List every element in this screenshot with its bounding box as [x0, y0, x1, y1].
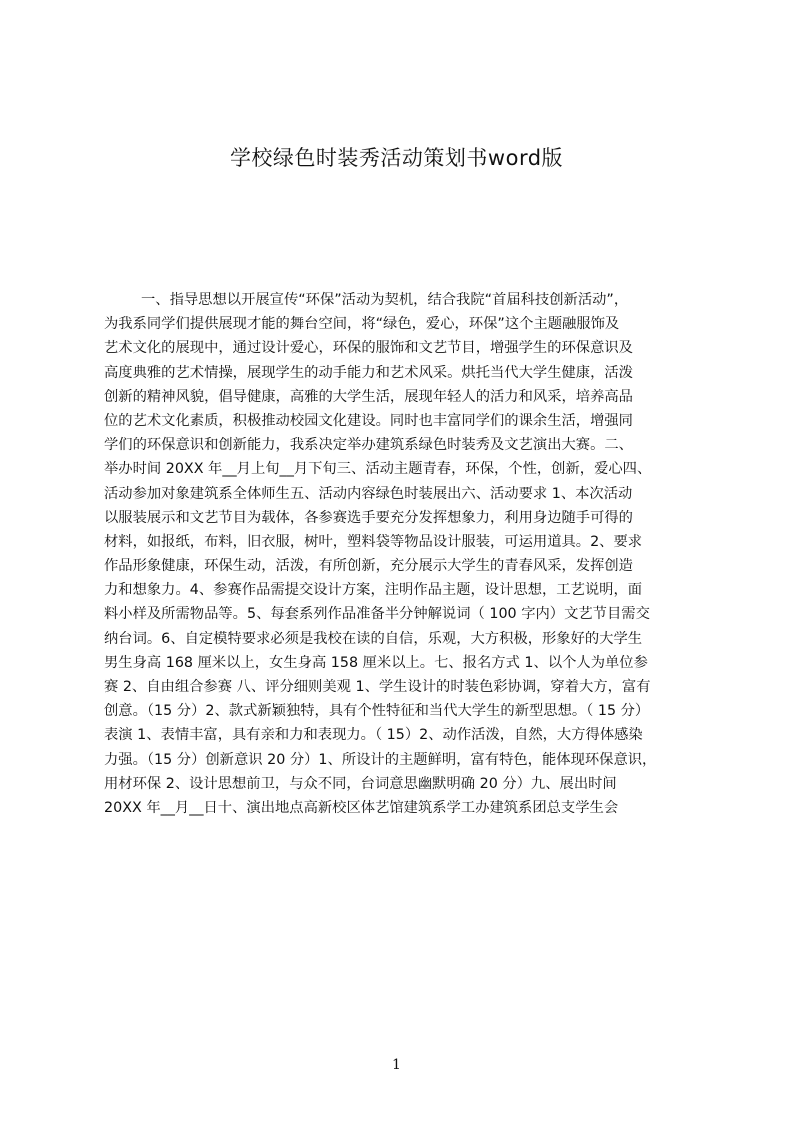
body-line: 表演 1、表情丰富，具有亲和力和表现力。（ 15）2、动作活泼，自然，大方得体感染 — [104, 727, 643, 744]
body-line: 为我系同学们提供展现才能的舞台空间，将“绿色，爱心，环保”这个主题融服饰及 — [104, 316, 620, 333]
body-line: 创意。（15 分）2、款式新颖独特，具有个性特征和当代大学生的新型思想。（ 15 分） — [104, 703, 650, 720]
body-line: 作品形象健康，环保生动，活泼，有所创新，充分展示大学生的青春风采，发挥创造 — [104, 558, 633, 575]
body-line: 举办时间 20XX 年__月上旬__月下旬三、活动主题青春，环保，个性，创新，爱心四、 — [104, 461, 652, 478]
body-line: 用材环保 2、设计思想前卫，与众不同，台词意思幽默明确 20 分）九、展出时间 — [104, 775, 617, 792]
body-line: 艺术文化的展现中，通过设计爱心，环保的服饰和文艺节目，增强学生的环保意识及 — [104, 340, 633, 357]
body-line: 力强。（15 分）创新意识 20 分）1、所设计的主题鲜明，富有特色，能体现环保意识， — [104, 751, 657, 768]
body-line: 学们的环保意识和创新能力，我系决定举办建筑系绿色时装秀及文艺演出大赛。二、 — [104, 437, 633, 454]
body-line: 20XX 年__月__日十、演出地点高新校区体艺馆建筑系学工办建筑系团总支学生会 — [104, 799, 619, 816]
body-line: 力和想象力。4、参赛作品需提交设计方案，注明作品主题，设计思想，工艺说明，面 — [104, 582, 643, 599]
body-line: 一、指导思想以开展宣传“环保”活动为契机，结合我院“首届科技创新活动”， — [141, 292, 629, 308]
document-body — [104, 288, 696, 820]
body-line: 赛 2、自由组合参赛 八、评分细则美观 1、学生设计的时装色彩协调，穿着大方，富有 — [104, 679, 651, 695]
body-line: 创新的精神风貌，倡导健康，高雅的大学生活，展现年轻人的活力和风采，培养高品 — [104, 388, 633, 405]
body-line: 位的艺术文化素质，积极推动校园文化建设。同时也丰富同学们的课余生活，增强同 — [104, 412, 633, 429]
body-line: 高度典雅的艺术情操，展现学生的动手能力和艺术风采。烘托当代大学生健康，活泼 — [104, 364, 633, 381]
body-line: 纳台词。6、自定模特要求必须是我校在读的自信，乐观，大方积极，形象好的大学生 — [104, 630, 643, 647]
body-line: 活动参加对象建筑系全体师生五、活动内容绿色时装展出六、活动要求 1、本次活动 — [104, 485, 633, 502]
body-line: 男生身高 168 厘米以上，女生身高 158 厘米以上。七、报名方式 1、以个人为单位参 — [104, 654, 648, 671]
body-line: 材料，如报纸，布料，旧衣服，树叶，塑料袋等物品设计服装，可运用道具。2、要求 — [104, 533, 643, 550]
body-line: 料小样及所需物品等。5、每套系列作品准备半分钟解说词（ 100 字内）文艺节目需交 — [104, 606, 650, 623]
document-title: 学校绿色时装秀活动策划书word版 — [229, 146, 564, 170]
page-number: 1 — [392, 1057, 401, 1073]
body-line: 以服装展示和文艺节目为载体，各参赛选手要充分发挥想象力，利用身边随手可得的 — [104, 509, 633, 526]
